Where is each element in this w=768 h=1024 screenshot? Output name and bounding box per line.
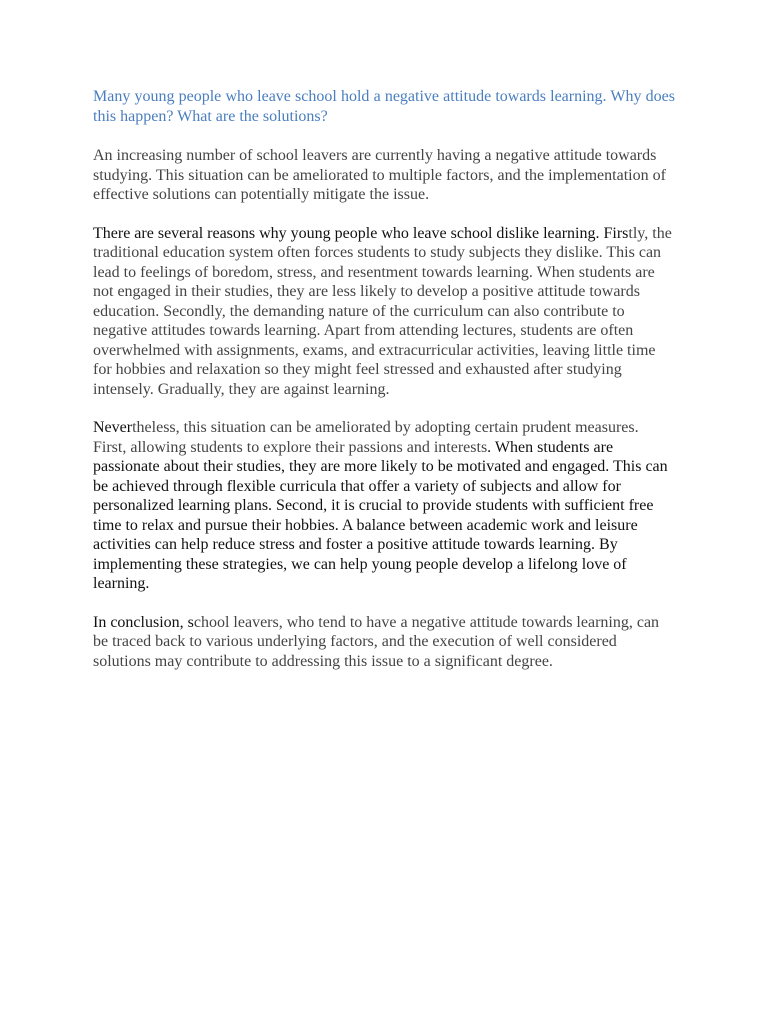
intro-paragraph: An increasing number of school leavers are currently having a negative attitude towards studying. This situation can be ameliorated to multiple factors, and the implementation of effective solutions can potentially mitigate the issue. — [93, 147, 666, 203]
body-paragraph-1 — [93, 224, 675, 400]
body-paragraph-2 — [93, 418, 675, 594]
body2-middle: theless, this situation can be ameliorated by adopting certain prudent measures. First, allowing students to explore their passions and interests — [93, 419, 639, 456]
body1-lead: Firs — [603, 224, 629, 242]
conclusion-text: chool leavers, who tend to have a negative attitude towards learning, can be traced back to various underlying factors, and the execution of well considered solutions may contribute to addressing this issue to a significant degree. — [93, 613, 660, 670]
body2-lead: Never — [93, 419, 133, 436]
body2-text: . When students are passionate about their studies, they are more likely to be motivated and engaged. This can be achieved through flexible curricula that offer a variety of subjects and allow for personalized learning plans. Second, it is crucial to provide students with sufficient free time to relax and pursue their hobbies. A balance between academic work and leisure activities can help reduce stress and foster a positive attitude towards learning. By implementing these strategies, we can help young people develop a lifelong love of learning. — [93, 438, 668, 592]
document-page — [93, 87, 675, 690]
conclusion-lead: In conclusion, s — [93, 613, 194, 631]
body1-text: tly, the traditional education system often forces students to study subjects they dislike. This can lead to feelings of boredom, stress, and resentment towards learning. When students are not engaged in their studies, they are less likely to develop a positive attitude towards education. Secondly, the demanding nature of the curriculum can also contribute to negative attitudes towards learning. Apart from attending lectures, students are often overwhelmed with assignments, exams, and extracurricular activities, leaving little time for hobbies and relaxation so they might feel stressed and exhausted after studying intensely. Gradually, they are against learning. — [93, 224, 672, 398]
essay-question: Many young people who leave school hold a negative attitude towards learning. Why does this happen? What are the solutions? — [93, 88, 675, 125]
topic-sentence: There are several reasons why young people who leave school dislike learning. — [93, 224, 600, 242]
conclusion-paragraph — [93, 613, 675, 672]
